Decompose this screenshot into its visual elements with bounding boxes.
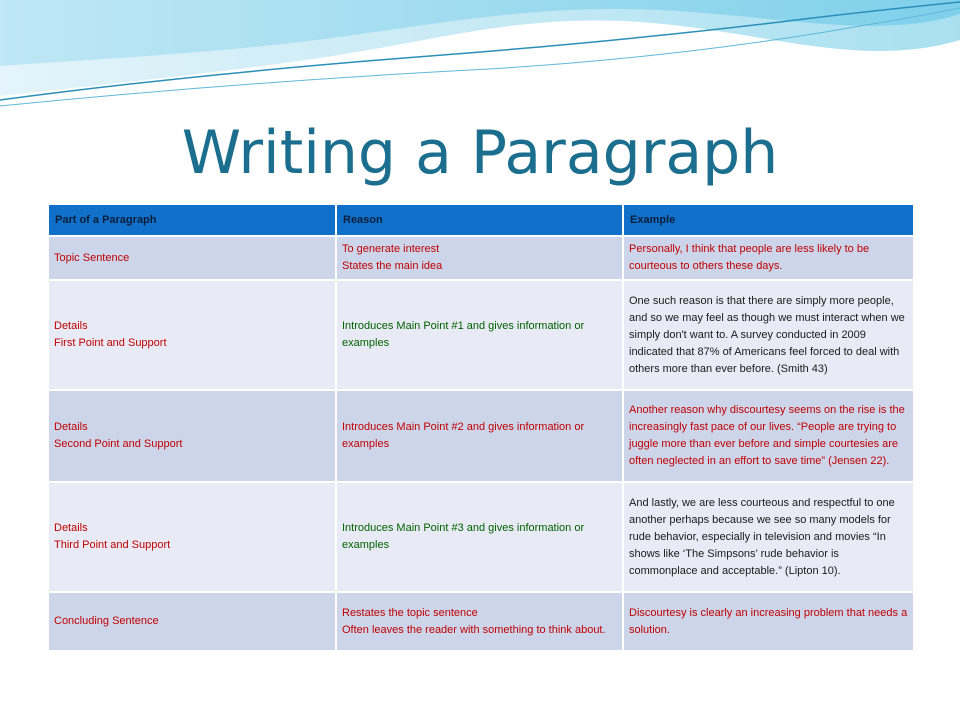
reason-line: Introduces Main Point #3 and gives information or examples [342, 522, 585, 551]
row-reason-cell [336, 236, 623, 280]
table-row [48, 592, 914, 651]
row-example-cell: Personally, I think that people are less likely to be courteous to others these days. [623, 236, 914, 280]
row-reason-cell [336, 592, 623, 651]
reason-line: Introduces Main Point #1 and gives information or examples [342, 320, 585, 349]
part-label: Third Point and Support [54, 539, 171, 551]
table-row [48, 482, 914, 592]
row-example-cell: Another reason why discourtesy seems on the rise is the increasingly fast pace of our lives. “People are trying to juggle more than ever before and simple courtesies are often neglected in an effort to save time” (Jensen 22). [623, 390, 914, 482]
header-part: Part of a Paragraph [48, 204, 336, 236]
table-row [48, 280, 914, 390]
table-row [48, 390, 914, 482]
reason-line: To generate interest [342, 243, 440, 255]
header-example: Example [623, 204, 914, 236]
row-part-cell [48, 236, 336, 280]
reason-line: Often leaves the reader with something to think about. [342, 623, 606, 636]
reason-line: States the main idea [342, 260, 443, 272]
row-example-cell: One such reason is that there are simply more people, and so we may feel as though we must interact when we simply don't want to. A survey conducted in 2009 indicated that 87% of Americans feel forced to deal with others more than ever before. (Smith 43) [623, 280, 914, 390]
row-example-cell: And lastly, we are less courteous and respectful to one another perhaps because we see so many models for rude behavior, especially in television and movies “In shows like ‘The Simpsons’ rude behavior is commonplace and acceptable.” (Lipton 10). [623, 482, 914, 592]
table-row [48, 236, 914, 280]
decorative-wave-banner [0, 0, 960, 120]
row-part-cell [48, 482, 336, 592]
reason-line: Restates the topic sentence [342, 606, 478, 619]
row-reason-cell [336, 390, 623, 482]
part-label: Topic Sentence [54, 251, 130, 264]
row-reason-cell [336, 482, 623, 592]
row-part-cell [48, 280, 336, 390]
part-label: Details [54, 522, 88, 534]
part-label: Details [54, 320, 88, 332]
row-part-cell [48, 592, 336, 651]
slide-title: Writing a Paragraph [181, 118, 779, 188]
row-reason-cell [336, 280, 623, 390]
part-label: Details [54, 421, 88, 433]
reason-line: Introduces Main Point #2 and gives information or examples [342, 421, 585, 450]
row-part-cell [48, 390, 336, 482]
header-reason: Reason [336, 204, 623, 236]
part-label: Second Point and Support [54, 438, 183, 450]
row-example-cell: Discourtesy is clearly an increasing problem that needs a solution. [623, 592, 914, 651]
paragraph-parts-table [47, 203, 915, 652]
part-label: Concluding Sentence [54, 615, 159, 627]
part-label: First Point and Support [54, 337, 167, 349]
table-header-row [48, 204, 914, 236]
